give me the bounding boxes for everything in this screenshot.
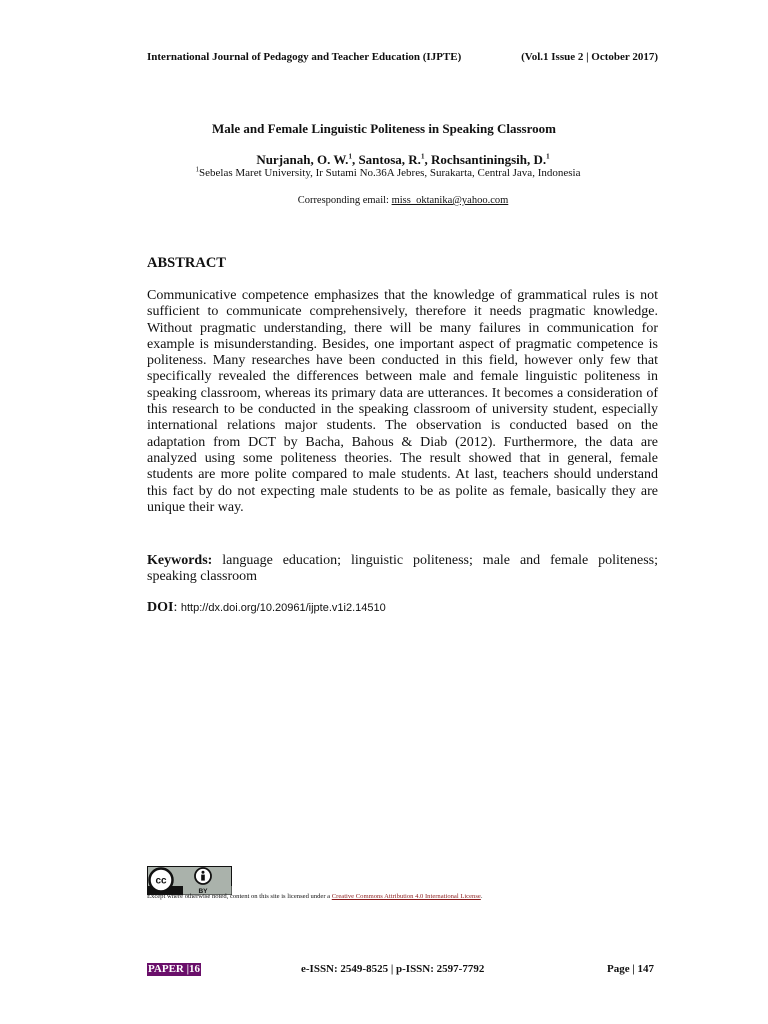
- doi: [147, 600, 386, 616]
- paper-title: Male and Female Linguistic Politeness in Speaking Classroom: [212, 121, 556, 136]
- author-name: Santosa, R.: [358, 152, 421, 167]
- doi-colon: :: [173, 600, 181, 615]
- author-list: [0, 152, 768, 168]
- keywords-label: Keywords:: [147, 553, 213, 568]
- author-affiliation-mark: 1: [546, 152, 550, 161]
- author-affiliation-mark: 1: [348, 152, 352, 161]
- email-label: Corresponding email:: [297, 195, 392, 206]
- keywords: [147, 553, 658, 586]
- doi-label: DOI: [147, 600, 174, 615]
- affiliation-mark: 1: [195, 165, 200, 174]
- author-name: Nurjanah, O. W.: [256, 152, 349, 167]
- badge-by-label: BY: [198, 888, 208, 895]
- page-number: Page | 147: [607, 963, 655, 975]
- running-header: [147, 51, 658, 63]
- affiliation-text: Sebelas Maret University, Ir Sutami No.36A Jebres, Surakarta, Central Java, Indonesia: [199, 167, 581, 179]
- svg-text:cc: cc: [155, 875, 167, 887]
- author-affiliation-mark: 1: [420, 152, 425, 161]
- email-link[interactable]: miss_oktanika@yahoo.com: [391, 195, 509, 206]
- license-notice: [147, 893, 482, 900]
- author-separator: ,: [424, 152, 431, 167]
- keywords-text: language education; linguistic politeness; male and female politeness; speaking classroom: [147, 553, 658, 585]
- journal-name: International Journal of Pedagogy and Teacher Education (IJPTE): [147, 51, 462, 63]
- issn-info: e-ISSN: 2549-8525 | p-ISSN: 2597-7792: [301, 963, 485, 975]
- license-text-before: Except where otherwise noted, content on this site is licensed under a: [147, 893, 332, 900]
- doi-link[interactable]: http://dx.doi.org/10.20961/ijpte.v1i2.14510: [180, 602, 386, 614]
- license-link[interactable]: Creative Commons Attribution 4.0 International License: [331, 893, 481, 900]
- cc-by-license-badge[interactable]: [147, 866, 232, 895]
- affiliation: [0, 167, 768, 179]
- abstract-heading: ABSTRACT: [147, 255, 226, 271]
- issue-info: (Vol.1 Issue 2 | October 2017): [521, 51, 658, 63]
- corresponding-email: [0, 195, 768, 206]
- author-separator: ,: [351, 152, 359, 167]
- author-name: Rochsantiningsih, D.: [430, 152, 547, 167]
- abstract-text: Communicative competence emphasizes that the knowledge of grammatical rules is not sufficient to communicate comprehensively, therefore it needs pragmatic knowledge. Without pragmatic understanding, there will be many failures in communication for example is misunderstanding. Besides, one important aspect of pragmatic competence is politeness. Many researches have been conducted in this field, however only few that specifically revealed the differences between male and female linguistic politeness in speaking classroom, whereas its primary data are utterances. It becomes a consideration of this research to be conducted in the speaking classroom of university student, especially international relations major students. The observation is conducted based on the adaptation from DCT by Bacha, Bahous & Diab (2012). Furthermore, the data are analyzed using some politeness theories. The result showed that in general, female students are more polite compared to male students. At last, teachers should understand this fact by do not expecting male students to be as polite as female, basically they are unique their way.: [147, 288, 658, 515]
- license-text-after: .: [480, 893, 483, 900]
- paper-number-tag: PAPER |16: [148, 963, 201, 975]
